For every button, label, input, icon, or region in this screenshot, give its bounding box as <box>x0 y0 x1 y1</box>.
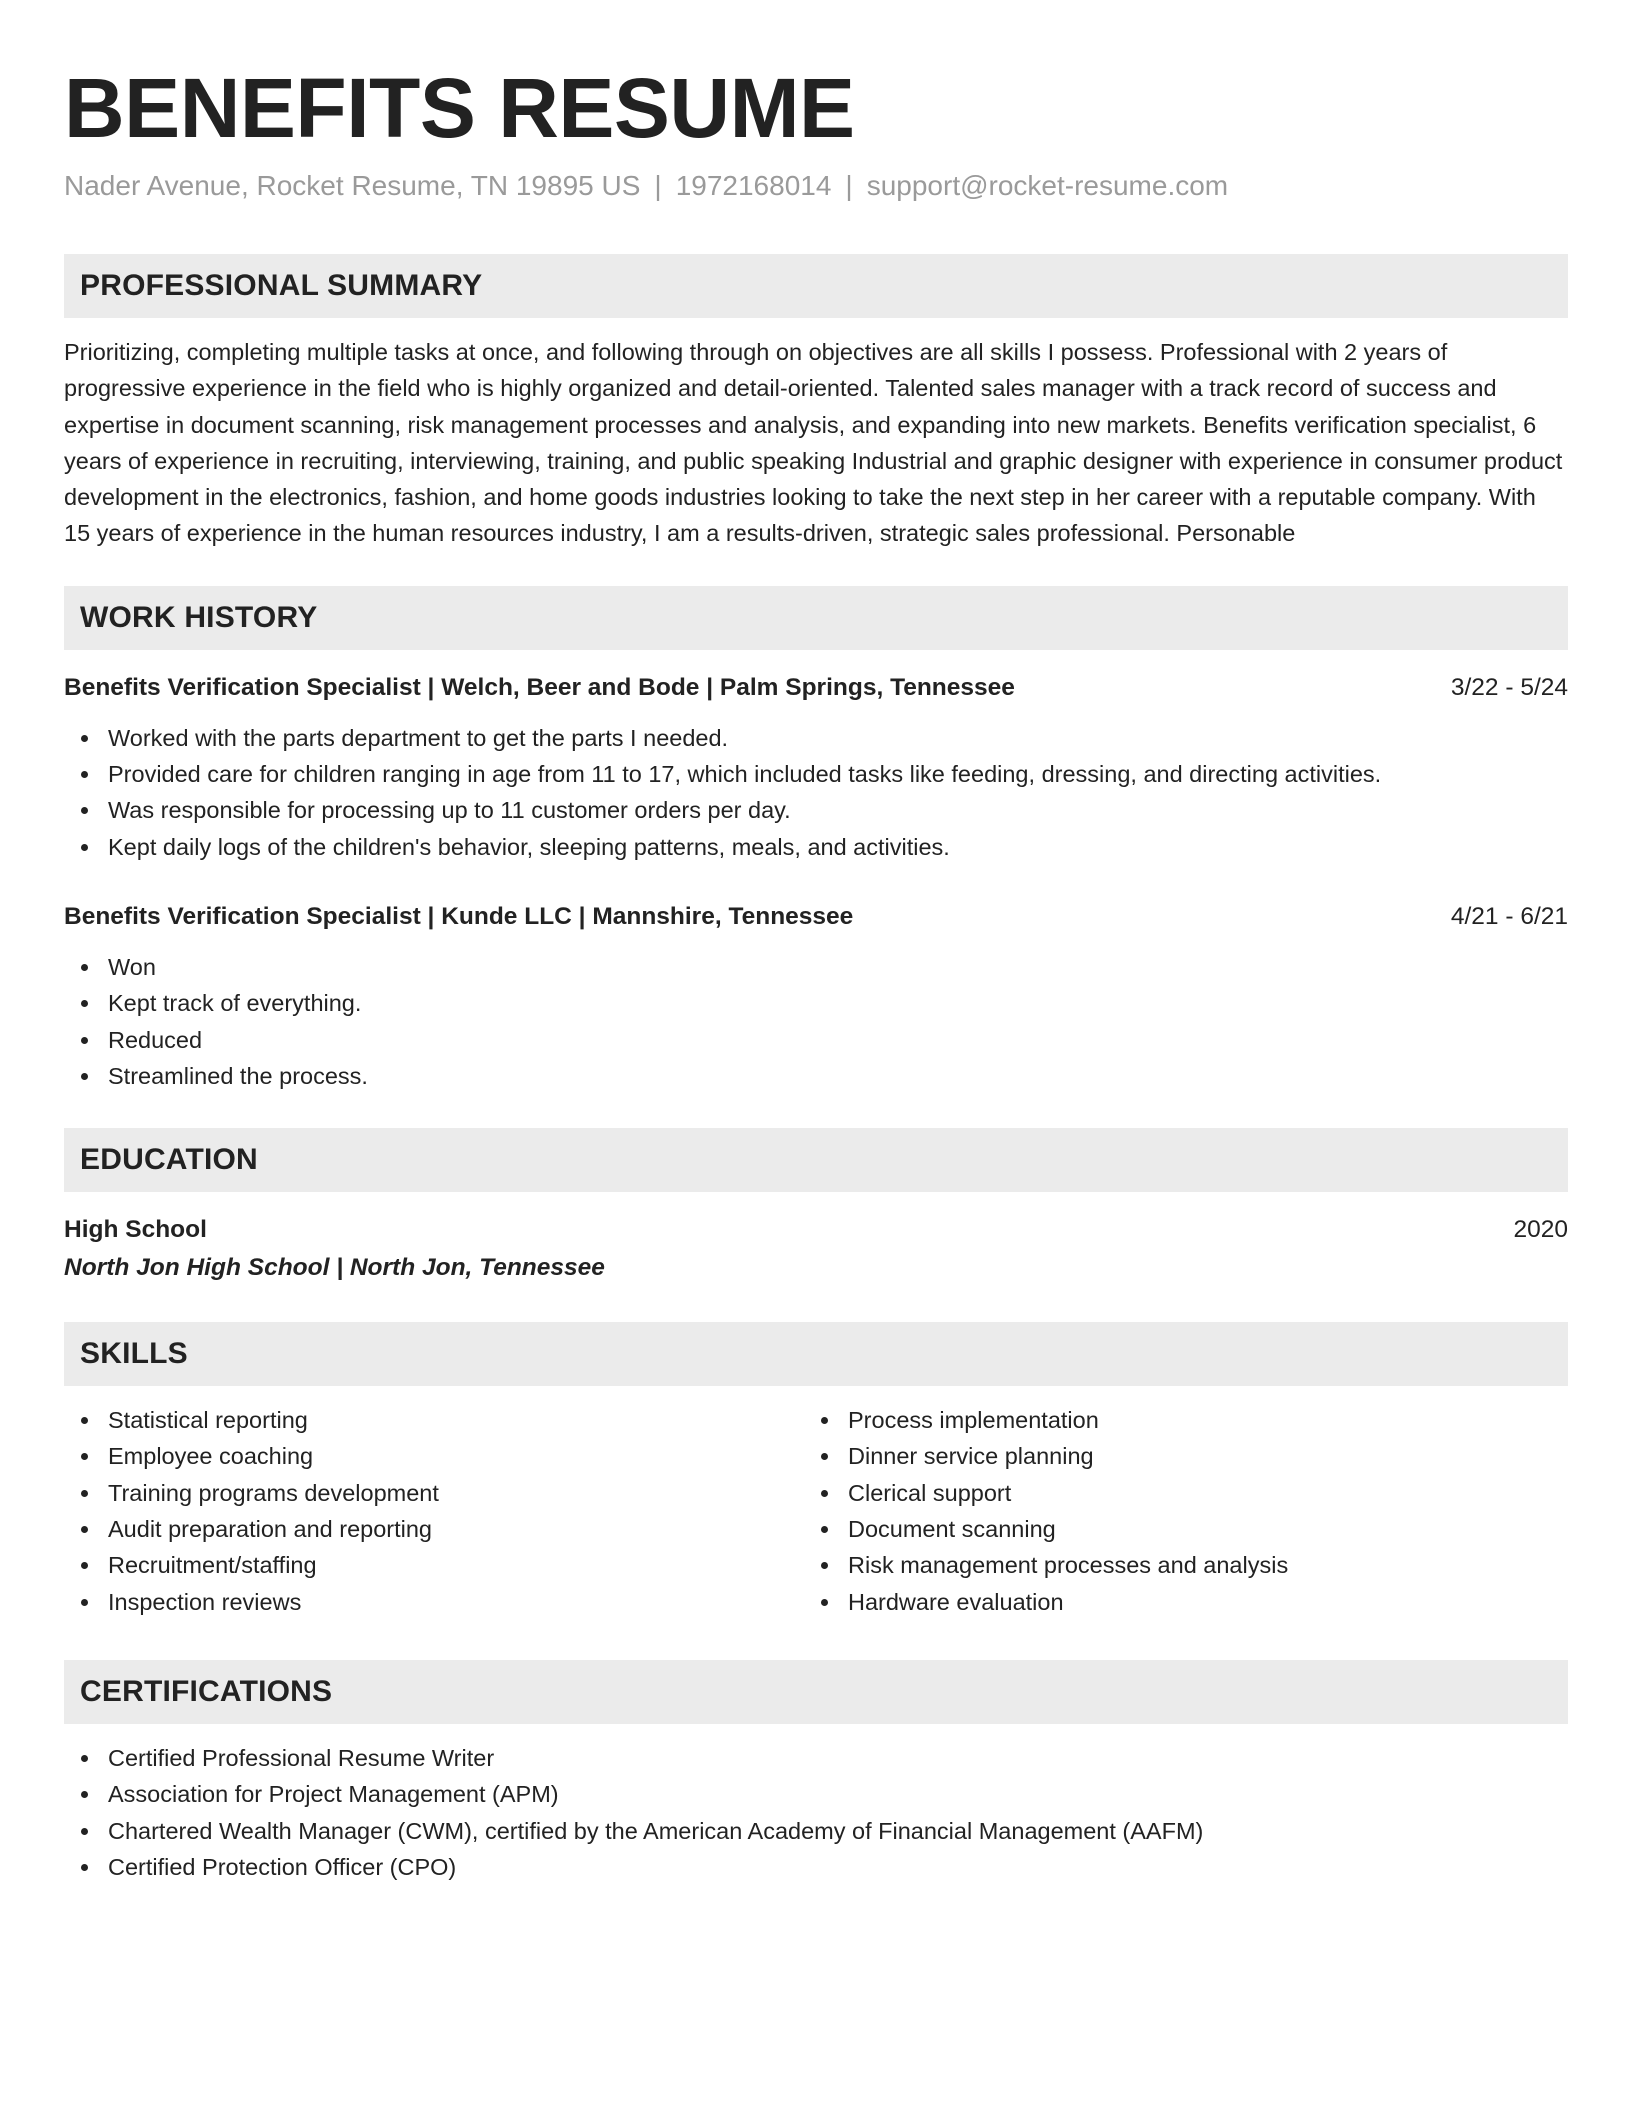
contact-separator: | <box>845 170 853 201</box>
certification-item: Association for Project Management (APM) <box>64 1776 1568 1812</box>
summary-text: Prioritizing, completing multiple tasks at once, and following through on objectives are all skills I possess. Professional with 2 years of progressive experience in the field who is highly organized and detail-oriented. Talented sales manager with a track record of success and expertise in document scanning, risk management processes and analysis, and expanding into new markets. Benefits verification specialist, 6 years of experience in recruiting, interviewing, training, and public speaking Industrial and graphic designer with experience in consumer product development in the electronics, fashion, and home goods industries looking to take the next step in her career with a reputable company. With 15 years of experience in the human resources industry, I am a results-driven, strategic sales professional. Personable <box>64 339 1563 547</box>
education-school: North Jon High School | North Jon, Tennessee <box>64 1254 605 1282</box>
skill-item: Recruitment/staffing <box>64 1547 804 1583</box>
skill-item: Document scanning <box>804 1511 1544 1547</box>
education-year: 2020 <box>1513 1216 1568 1244</box>
job-bullet: Provided care for children ranging in age from 11 to 17, which included tasks like feeding, dressing, and directing activities. <box>64 756 1568 792</box>
job-bullet: Kept track of everything. <box>64 985 1568 1021</box>
certification-item: Chartered Wealth Manager (CWM), certified by the American Academy of Financial Management (AAFM) <box>64 1813 1568 1849</box>
contact-address: Nader Avenue, Rocket Resume, TN 19895 US <box>64 170 641 201</box>
section-header-summary: PROFESSIONAL SUMMARY <box>64 254 1568 318</box>
job-bullet: Reduced <box>64 1022 1568 1058</box>
job-bullet: Was responsible for processing up to 11 customer orders per day. <box>64 792 1568 828</box>
job-bullet-list <box>64 949 1568 1094</box>
job-bullet: Streamlined the process. <box>64 1058 1568 1094</box>
certifications-list <box>64 1740 1568 1885</box>
skill-item: Clerical support <box>804 1475 1544 1511</box>
skills-columns <box>64 1402 1568 1620</box>
job-dates: 3/22 - 5/24 <box>1450 673 1568 701</box>
job-heading-row <box>64 672 1568 704</box>
skills-column-right <box>804 1402 1544 1620</box>
skill-item: Process implementation <box>804 1402 1544 1438</box>
contact-line <box>64 168 1568 204</box>
skill-item: Employee coaching <box>64 1438 804 1474</box>
job-bullet: Kept daily logs of the children's behavior, sleeping patterns, meals, and activities. <box>64 829 1568 865</box>
skill-item: Audit preparation and reporting <box>64 1511 804 1547</box>
skill-item: Training programs development <box>64 1475 804 1511</box>
skill-item: Hardware evaluation <box>804 1584 1544 1620</box>
skills-list <box>64 1402 804 1620</box>
contact-email: support@rocket-resume.com <box>866 170 1229 201</box>
contact-separator: | <box>654 170 662 201</box>
skills-column-left <box>64 1402 804 1620</box>
job-title: Benefits Verification Specialist | Kunde LLC | Mannshire, Tennessee <box>64 902 854 930</box>
skill-item: Dinner service planning <box>804 1438 1544 1474</box>
certification-item: Certified Protection Officer (CPO) <box>64 1849 1568 1885</box>
skills-list <box>804 1402 1544 1620</box>
job-entry <box>64 901 1568 1094</box>
certification-item: Certified Professional Resume Writer <box>64 1740 1568 1776</box>
job-title: Benefits Verification Specialist | Welch, Beer and Bode | Palm Springs, Tennessee <box>64 673 1015 701</box>
job-bullet-list <box>64 720 1568 865</box>
contact-phone: 1972168014 <box>675 170 832 201</box>
section-header-skills: SKILLS <box>64 1322 1568 1386</box>
education-entry <box>64 1214 1568 1284</box>
skill-item: Risk management processes and analysis <box>804 1547 1544 1583</box>
job-heading-row <box>64 901 1568 933</box>
skill-item: Inspection reviews <box>64 1584 804 1620</box>
job-dates: 4/21 - 6/21 <box>1450 902 1568 930</box>
education-degree: High School <box>64 1216 207 1244</box>
education-heading-row <box>64 1214 1568 1246</box>
section-header-work-history: WORK HISTORY <box>64 586 1568 650</box>
job-bullet: Won <box>64 949 1568 985</box>
section-header-education: EDUCATION <box>64 1128 1568 1192</box>
skill-item: Statistical reporting <box>64 1402 804 1438</box>
job-bullet: Worked with the parts department to get the parts I needed. <box>64 720 1568 756</box>
section-header-certifications: CERTIFICATIONS <box>64 1660 1568 1724</box>
resume-title: BENEFITS RESUME <box>64 61 855 155</box>
job-entry <box>64 672 1568 865</box>
